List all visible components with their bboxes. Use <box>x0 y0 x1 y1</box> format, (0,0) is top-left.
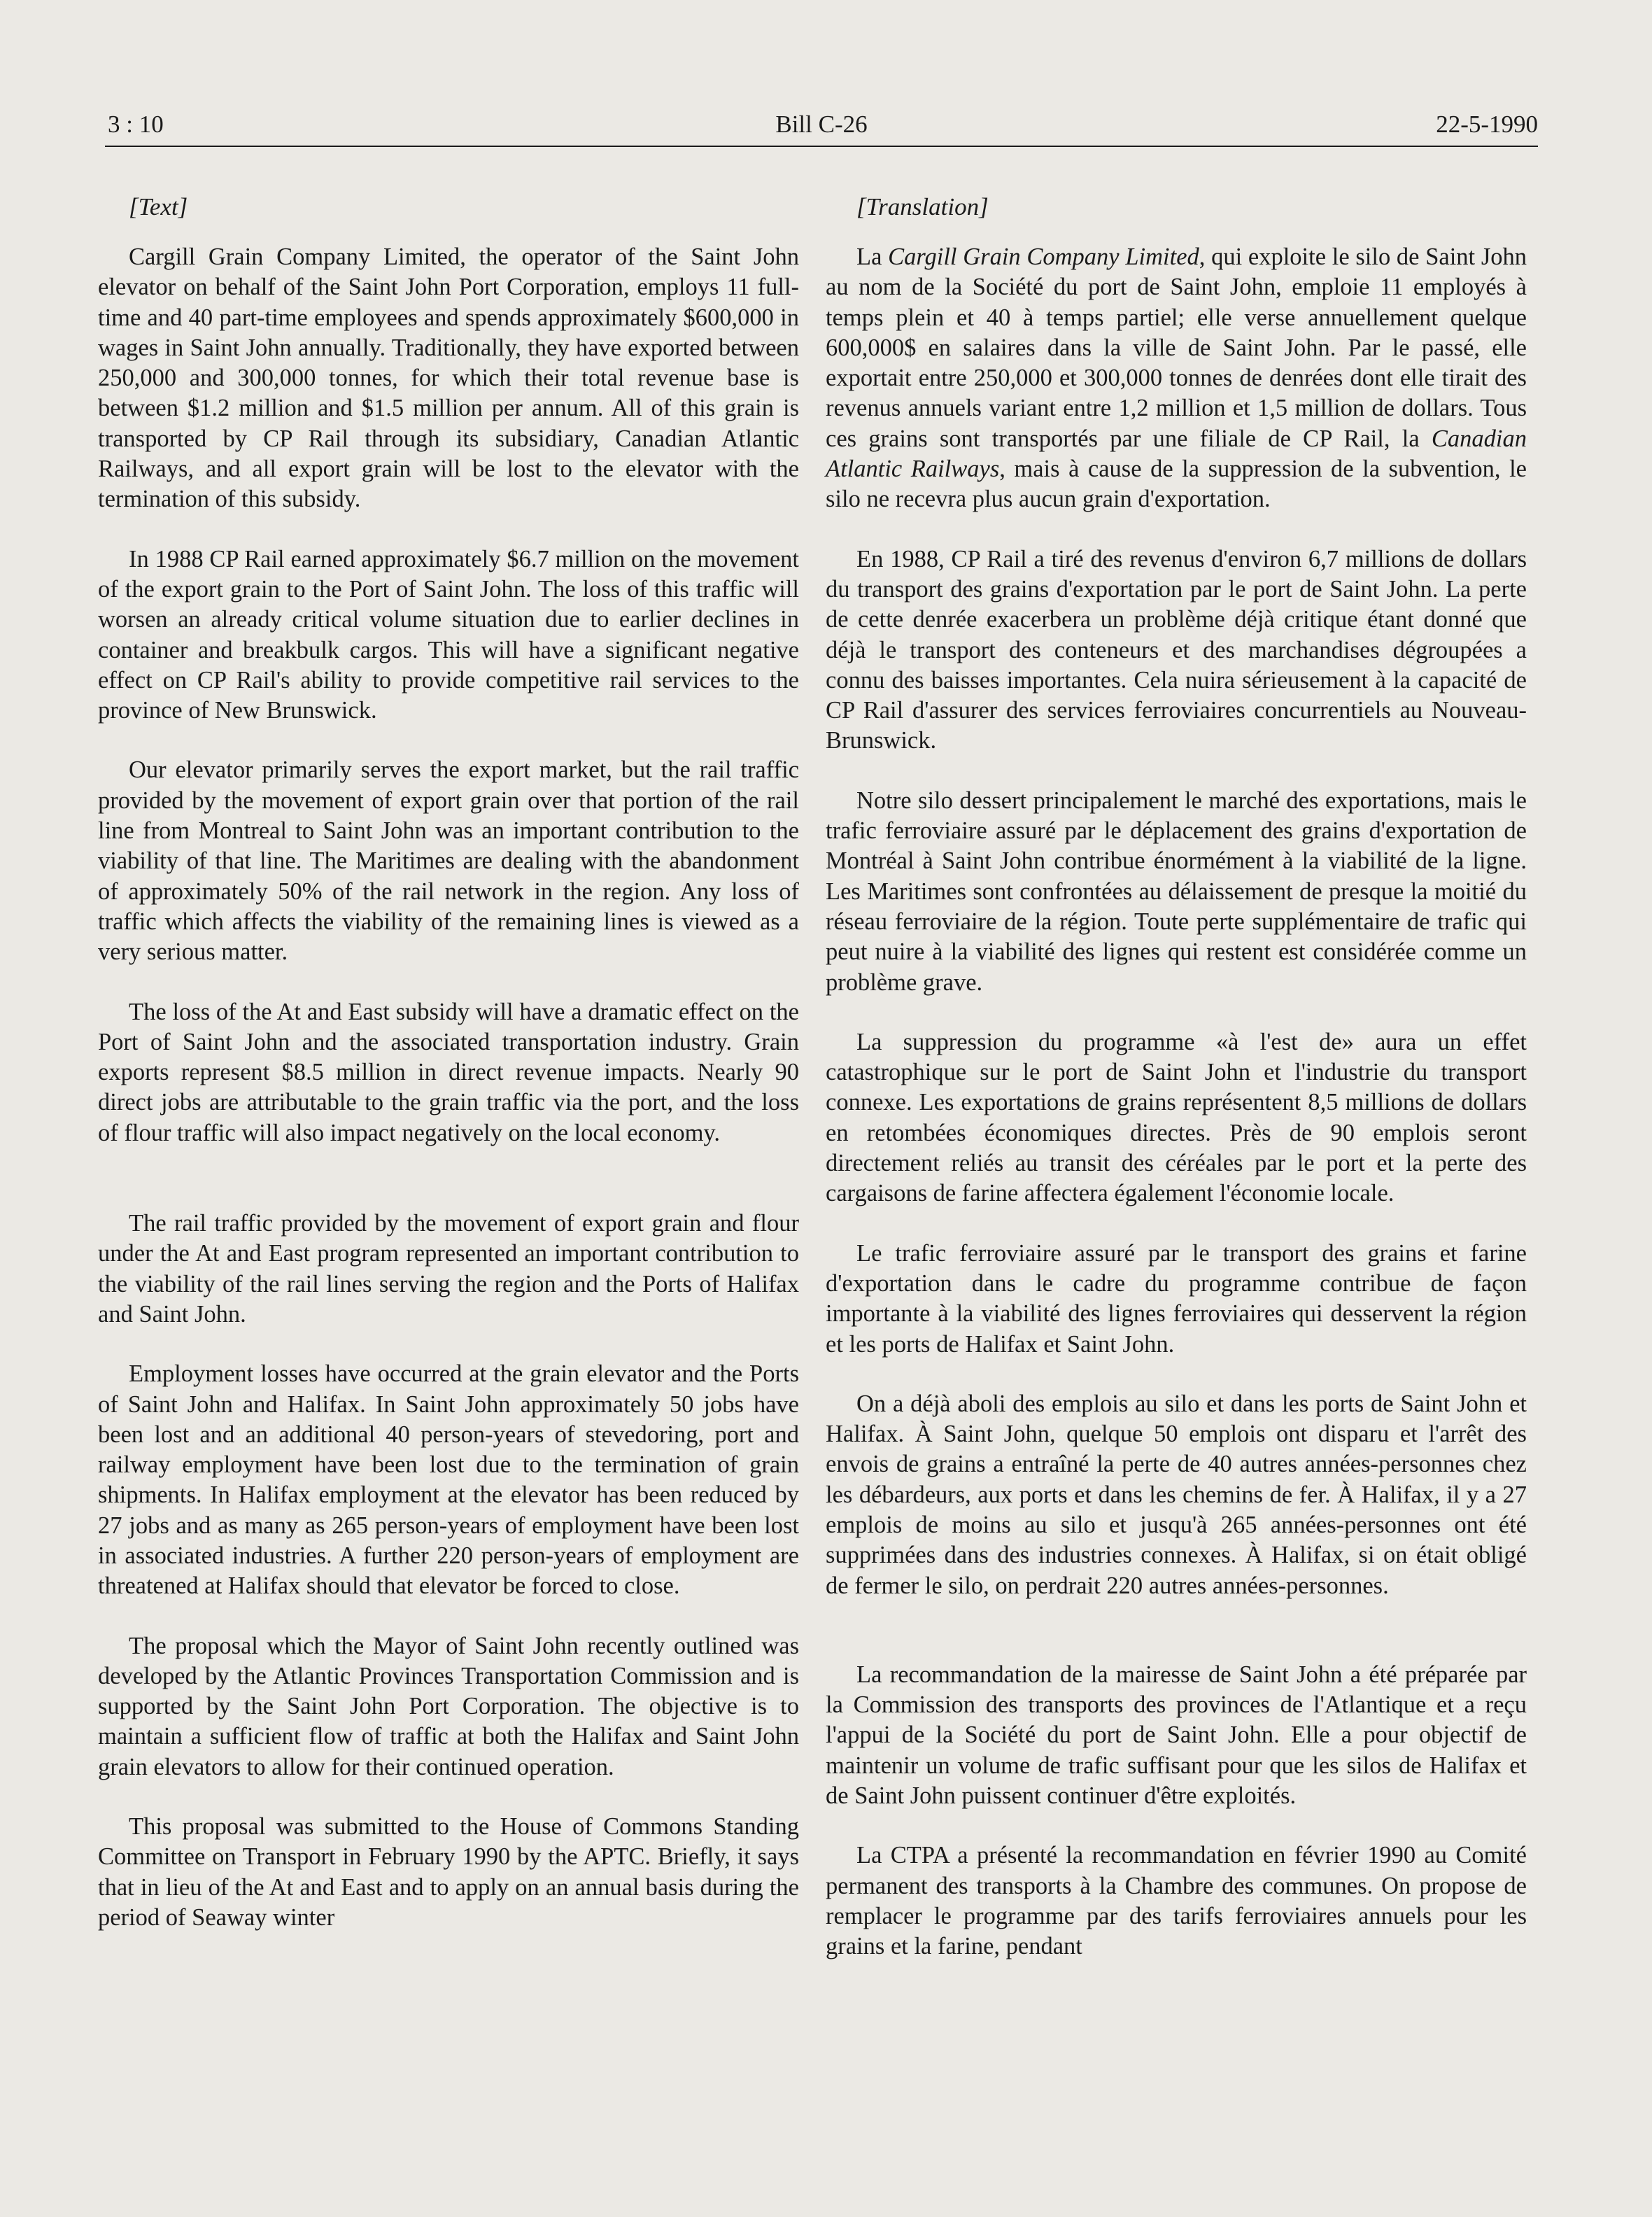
header-rule <box>105 146 1538 147</box>
english-paragraph: In 1988 CP Rail earned approximately $6.7 million on the movement of the export grain to the Port of Saint John. The loss of this traffic will worsen an already critical volume situation due to earlier declines in container and breakbulk cargos. This will have a significant negative effect on CP Rail's ability to provide competitive rail services to the province of New Brunswick. <box>98 545 799 724</box>
english-paragraph: The loss of the At and East subsidy will have a dramatic effect on the Port of Saint John and the associated transportation industry. Grain exports represent $8.5 million in direct revenue impacts. Nearly 90 direct jobs are attributable to the grain traffic via the port, and the loss of flour traffic will also impact negatively on the local economy. <box>98 998 799 1146</box>
company-name: Cargill Grain Company Limited <box>888 244 1199 270</box>
bill-title: Bill C-26 <box>775 111 868 138</box>
page-number: 3 : 10 <box>108 111 164 138</box>
page-header <box>105 111 1538 150</box>
subsidiary-name: Canadian Atlantic Railways <box>826 425 1527 483</box>
french-paragraph: La recommandation de la mairesse de Saint John a été préparée par la Commission des transports des provinces de l'Atlantique et a reçu l'appui de la Société du port de Saint John. Elle a pour objectif de maintenir un volume de trafic suffisant pour que les silos de Halifax et de Saint John puissent continuer d'être exploités. <box>826 1661 1527 1810</box>
header-date: 22-5-1990 <box>1436 111 1538 138</box>
french-paragraph: Le trafic ferroviaire assuré par le transport des grains et farine d'exportation dans le cadre du programme contribue de façon importante à la viabilité des lignes ferroviaires qui desservent la région et les ports de Halifax et Saint John. <box>826 1239 1527 1358</box>
english-paragraph: Our elevator primarily serves the export market, but the rail traffic provided by the movement of export grain over that portion of the rail line from Montreal to Saint John was an important contribution to the viability of that line. The Maritimes are dealing with the abandonment of approximately 50% of the rail network in the region. Any loss of traffic which affects the viability of the remaining lines is viewed as a very serious matter. <box>98 756 799 966</box>
english-column-heading: [Text] <box>129 193 188 220</box>
french-paragraph: La CTPA a présenté la recommandation en février 1990 au Comité permanent des transports à la Chambre des communes. On propose de remplacer le programme par des tarifs ferroviaires annuels pour les grains et la farine, pendant <box>826 1842 1527 1960</box>
french-paragraph: Notre silo dessert principalement le marché des exportations, mais le trafic ferroviaire assuré par le déplacement des grains d'exportation de Montréal à Saint John contribue énormément à la viabilité de la ligne. Les Maritimes sont confrontées au délaissement de presque la moitié du réseau ferroviaire de la région. Toute perte supplémentaire de trafic qui peut nuire à la viabilité des lignes qui restent est considérée comme un problème grave. <box>826 787 1527 996</box>
english-paragraph: The proposal which the Mayor of Saint John recently outlined was developed by the Atlantic Provinces Transportation Commission and is supported by the Saint John Port Corporation. The objective is to maintain a sufficient flow of traffic at both the Halifax and Saint John grain elevators to allow for their continued operation. <box>98 1632 799 1780</box>
english-paragraph: This proposal was submitted to the House of Commons Standing Committee on Transport in February 1990 by the APTC. Briefly, it says that in lieu of the At and East and to apply on an annual basis during the period of Seaway winter <box>98 1813 799 1931</box>
english-paragraph: The rail traffic provided by the movement of export grain and flour under the At and East program represented an important contribution to the viability of the rail lines serving the region and the Ports of Halifax and Saint John. <box>98 1210 799 1328</box>
english-paragraph: Cargill Grain Company Limited, the operator of the Saint John elevator on behalf of the Saint John Port Corporation, employs 11 full-time and 40 part-time employees and spends approximately $600,000 in wages in Saint John annually. Traditionally, they have exported between 250,000 and 300,000 tonnes, for which their total revenue base is between $1.2 million and $1.5 million per annum. All of this grain is transported by CP Rail through its subsidiary, Canadian Atlantic Railways, and all export grain will be lost to the elevator with the termination of this subsidy. <box>98 244 799 513</box>
french-paragraph: La Cargill Grain Company Limited, qui exploite le silo de Saint John au nom de la Société du port de Saint John, emploie 11 employés à temps plein et 40 à temps partiel; elle verse annuellement quelque 600,000$ en salaires dans la ville de Saint John. Par le passé, elle exportait entre 250,000 et 300,000 tonnes de denrées dont elle tirait des revenus annuels variant entre 1,2 million et 1,5 million de dollars. Tous ces grains sont transportés par une filiale de CP Rail, la Canadian Atlantic Railways, mais à cause de la suppression de la subvention, le silo ne recevra plus aucun grain d'exportation. <box>826 244 1527 513</box>
french-column-heading: [Translation] <box>856 193 989 220</box>
french-paragraph: On a déjà aboli des emplois au silo et dans les ports de Saint John et Halifax. À Saint John, quelque 50 emplois ont disparu et l'arrêt des envois de grains a entraîné la perte de 40 autres années-personnes chez les débardeurs, aux ports et dans les chemins de fer. À Halifax, il y a 27 emplois de moins au silo et jusqu'à 265 années-personnes ont été supprimées dans des industries connexes. À Halifax, si on était obligé de fermer le silo, on perdrait 220 autres années-personnes. <box>826 1390 1527 1599</box>
english-paragraph: Employment losses have occurred at the grain elevator and the Ports of Saint John and Halifax. In Saint John approximately 50 jobs have been lost and an additional 40 person-years of stevedoring, port and railway employment have been lost due to the termination of grain shipments. In Halifax employment at the elevator has been reduced by 27 jobs and as many as 265 person-years of employment have been lost in associated industries. A further 220 person-years of employment are threatened at Halifax should that elevator be forced to close. <box>98 1360 799 1600</box>
french-paragraph: La suppression du programme «à l'est de» aura un effet catastrophique sur le port de Saint John et l'industrie du transport connexe. Les exportations de grains représentent 8,5 millions de dollars en retombées économiques directes. Près de 90 emplois seront directement reliés au transit des céréales par le port et la perte des cargaisons de farine affectera également l'économie locale. <box>826 1028 1527 1207</box>
english-column <box>98 193 799 1933</box>
french-column <box>826 193 1527 1962</box>
french-paragraph: En 1988, CP Rail a tiré des revenus d'environ 6,7 millions de dollars du transport des grains d'exportation par le port de Saint John. La perte de cette denrée exacerbera un problème déjà critique étant donné que déjà le transport des conteneurs et des marchandises dégroupées a connu des baisses importantes. Cela nuira sérieusement à la capacité de CP Rail d'assurer des services ferroviaires concurrentiels au Nouveau-Brunswick. <box>826 545 1527 754</box>
